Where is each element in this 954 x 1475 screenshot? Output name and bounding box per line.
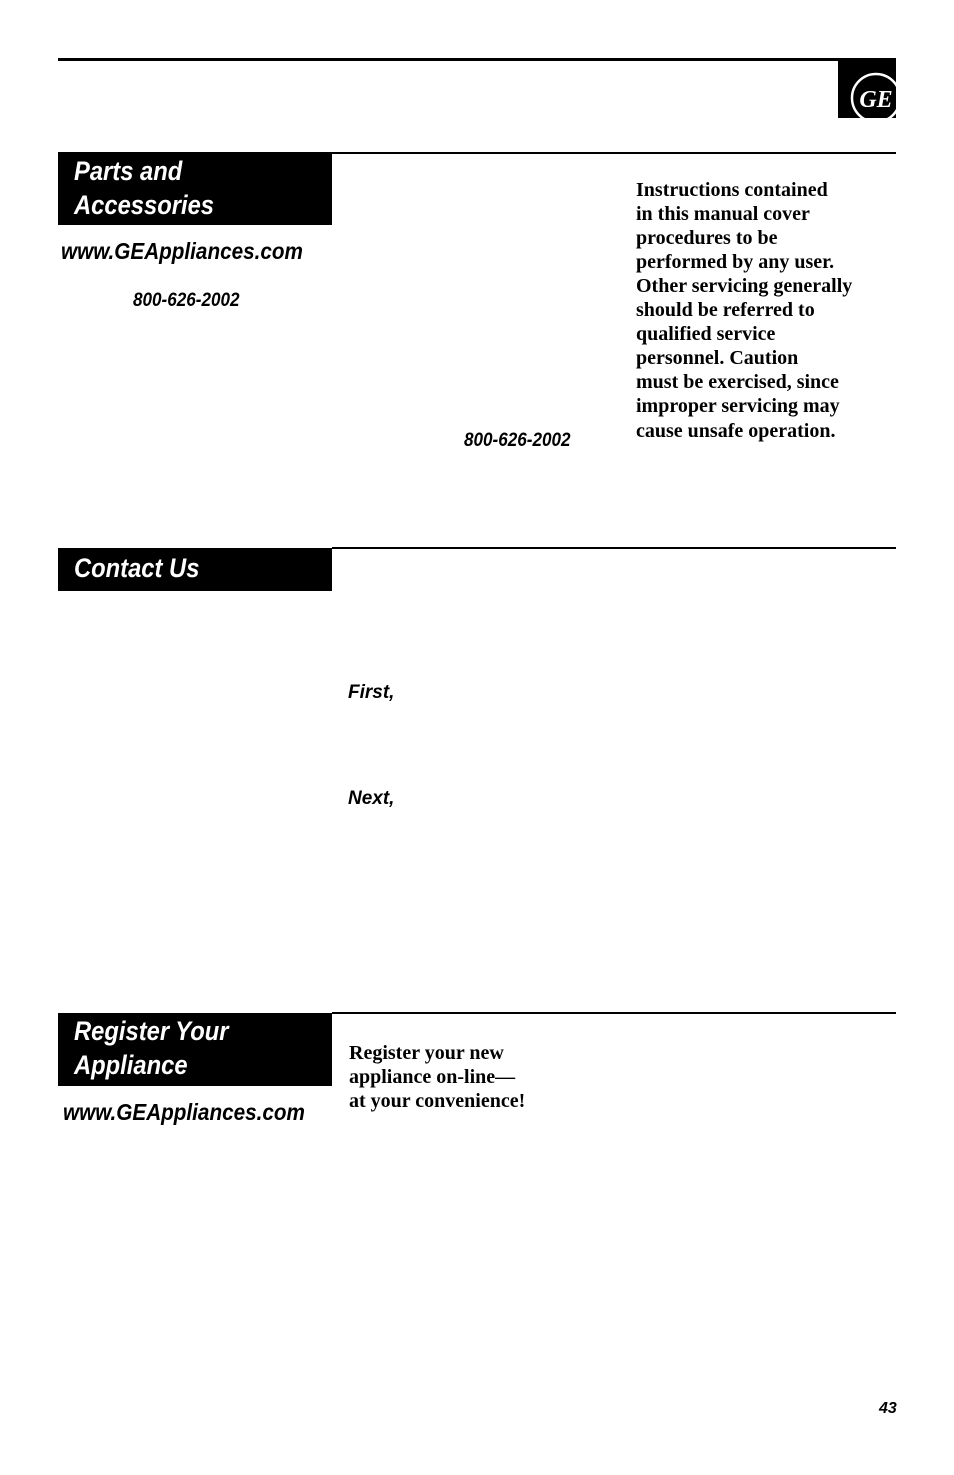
caution-line: cause unsafe operation. <box>636 420 836 442</box>
register-promo-line: at your convenience! <box>349 1090 526 1112</box>
caution-line: performed by any user. <box>636 251 835 273</box>
parts-heading-line-2: Accessories <box>74 190 215 220</box>
parts-section-rule <box>332 152 896 154</box>
caution-line: personnel. Caution <box>636 347 799 369</box>
parts-heading <box>58 152 332 225</box>
parts-phone-mid: 800-626-2002 <box>464 430 571 451</box>
register-heading <box>58 1013 332 1086</box>
caution-line: Other servicing generally <box>636 275 853 297</box>
parts-heading-line-1: Parts and <box>74 156 183 186</box>
top-rule <box>58 58 896 61</box>
register-promo-line: Register your new <box>349 1042 504 1064</box>
register-promo-line: appliance on-line— <box>349 1066 516 1088</box>
ge-monogram-icon <box>838 60 896 118</box>
contact-heading: Contact Us <box>58 548 332 591</box>
caution-line: improper servicing may <box>636 395 840 417</box>
contact-first-label: First, <box>348 682 395 703</box>
caution-line: qualified service <box>636 323 776 345</box>
caution-line: must be exercised, since <box>636 371 839 393</box>
contact-section-rule <box>332 547 896 549</box>
register-heading-line-1: Register Your <box>74 1016 229 1046</box>
ge-logo <box>838 60 896 118</box>
caution-line: in this manual cover <box>636 203 810 225</box>
register-heading-line-2: Appliance <box>74 1050 188 1080</box>
caution-line: Instructions contained <box>636 179 828 201</box>
page-number: 43 <box>879 1400 897 1417</box>
contact-next-label: Next, <box>348 788 395 809</box>
parts-phone-left: 800-626-2002 <box>133 290 240 311</box>
caution-line: should be referred to <box>636 299 815 321</box>
register-section-rule <box>332 1012 896 1014</box>
parts-website-link[interactable]: www.GEAppliances.com <box>61 238 303 264</box>
caution-line: procedures to be <box>636 227 778 249</box>
logo-text: GE <box>859 87 893 113</box>
register-website-link[interactable]: www.GEAppliances.com <box>63 1099 305 1125</box>
